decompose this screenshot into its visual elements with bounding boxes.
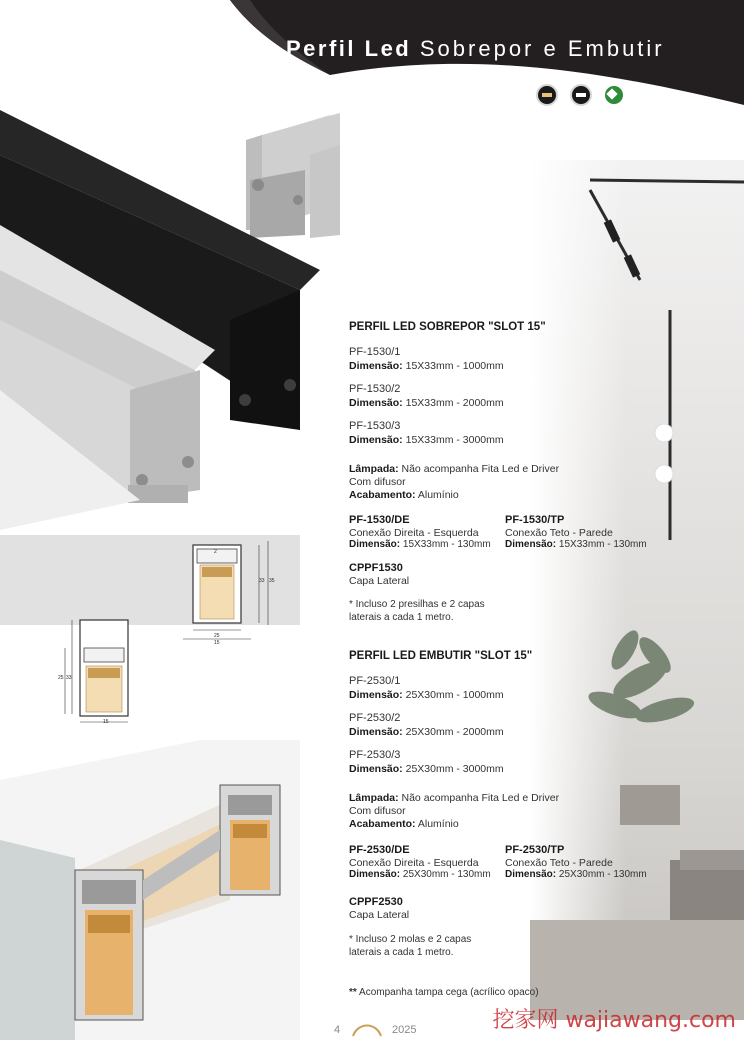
- embutir-acc-1-desc: Conexão Direita - Esquerda: [349, 857, 479, 869]
- dim1-h1: 33: [259, 578, 265, 584]
- embutir-difusor: Com difusor: [349, 805, 406, 817]
- interior-label: Interna: [604, 111, 622, 117]
- sobrepor-model-1-code: PF-1530/1: [349, 346, 401, 358]
- embutir-model-3-code: PF-2530/3: [349, 749, 401, 761]
- sobrepor-note-2: laterais a cada 1 metro.: [349, 612, 454, 623]
- embutir-acc-2-desc: Conexão Teto - Parede: [505, 857, 613, 869]
- footer-note: ** Acompanha tampa cega (acrílico opaco): [349, 987, 539, 998]
- sobrepor-acc-2-code: PF-1530/TP: [505, 514, 565, 526]
- technical-drawing-embutir: [50, 618, 140, 728]
- embutir-cap-code: CPPF2530: [349, 896, 403, 908]
- finish-label-white: Branco Texturizado: [635, 115, 663, 127]
- sobrepor-acc-2-dim: Dimensão: 15X33mm - 130mm: [505, 539, 647, 550]
- embutir-acc-1-code: PF-2530/DE: [349, 844, 410, 856]
- sobrepor-acc-1-desc: Conexão Direita - Esquerda: [349, 527, 479, 539]
- sobrepor-acabamento: Acabamento: Alumínio: [349, 489, 459, 501]
- dim1-h2: 35: [269, 578, 275, 584]
- finish-white-icon: [570, 84, 592, 106]
- embutir-model-2-code: PF-2530/2: [349, 712, 401, 724]
- interior-use-icon: [603, 84, 625, 106]
- embutir-model-1-dim: Dimensão: 25X30mm - 1000mm: [349, 689, 504, 701]
- dim1-width: 2: [214, 549, 217, 555]
- title-light: Sobrepor e Embutir: [419, 36, 665, 61]
- embutir-note-1: * Incluso 2 molas e 2 capas: [349, 934, 472, 945]
- title-bold: Perfil Led: [286, 36, 412, 61]
- watermark: 挖家网 wajiawang.com: [492, 1008, 736, 1033]
- sobrepor-model-2-code: PF-1530/2: [349, 383, 401, 395]
- finish-black-icon: [536, 84, 558, 106]
- sobrepor-acc-1-dim: Dimensão: 15X33mm - 130mm: [349, 539, 491, 550]
- embutir-model-3-dim: Dimensão: 25X30mm - 3000mm: [349, 763, 504, 775]
- silver-profile-back: [246, 110, 340, 238]
- room-photo: [530, 160, 744, 1020]
- sobrepor-cap-code: CPPF1530: [349, 562, 403, 574]
- sobrepor-model-3-code: PF-1530/3: [349, 420, 401, 432]
- sobrepor-lampada: Lâmpada: Não acompanha Fita Led e Driver: [349, 463, 560, 475]
- sobrepor-heading: PERFIL LED SOBREPOR "SLOT 15": [349, 321, 546, 333]
- embutir-note-2: laterais a cada 1 metro.: [349, 947, 454, 958]
- finish-label-black: Preto Texturizado: [664, 115, 692, 127]
- dim2-b: 15: [103, 719, 109, 725]
- sobrepor-difusor: Com difusor: [349, 476, 406, 488]
- footer-arc-icon: [350, 1020, 384, 1042]
- page-number: 4: [334, 1024, 341, 1036]
- embutir-acc-2-code: PF-2530/TP: [505, 844, 565, 856]
- profile-render: [0, 60, 340, 530]
- installation-render: [0, 740, 300, 1040]
- embutir-model-1-code: PF-2530/1: [349, 675, 401, 687]
- dim1-b2: 15: [214, 640, 220, 646]
- year: 2025: [392, 1024, 417, 1036]
- embutir-acabamento: Acabamento: Alumínio: [349, 818, 459, 830]
- embutir-acc-2-dim: Dimensão: 25X30mm - 130mm: [505, 869, 647, 880]
- technical-drawing-sobrepor: [0, 535, 300, 725]
- embutir-model-2-dim: Dimensão: 25X30mm - 2000mm: [349, 726, 504, 738]
- embutir-heading: PERFIL LED EMBUTIR "SLOT 15": [349, 650, 533, 662]
- sobrepor-acc-2-desc: Conexão Teto - Parede: [505, 527, 613, 539]
- sobrepor-cap-desc: Capa Lateral: [349, 575, 410, 587]
- dim2-h1: 25: [58, 675, 64, 681]
- sobrepor-model-2-dim: Dimensão: 15X33mm - 2000mm: [349, 397, 504, 409]
- embutir-acc-1-dim: Dimensão: 25X30mm - 130mm: [349, 869, 491, 880]
- sobrepor-acc-1-code: PF-1530/DE: [349, 514, 410, 526]
- sobrepor-model-1-dim: Dimensão: 15X33mm - 1000mm: [349, 360, 504, 372]
- dim2-h2: 33: [66, 675, 72, 681]
- page-title: [286, 36, 665, 62]
- sobrepor-note-1: * Incluso 2 presilhas e 2 capas: [349, 599, 485, 610]
- dim1-b1: 25: [214, 633, 220, 639]
- sobrepor-model-3-dim: Dimensão: 15X33mm - 3000mm: [349, 434, 504, 446]
- embutir-cap-desc: Capa Lateral: [349, 909, 410, 921]
- embutir-lampada: Lâmpada: Não acompanha Fita Led e Driver: [349, 792, 560, 804]
